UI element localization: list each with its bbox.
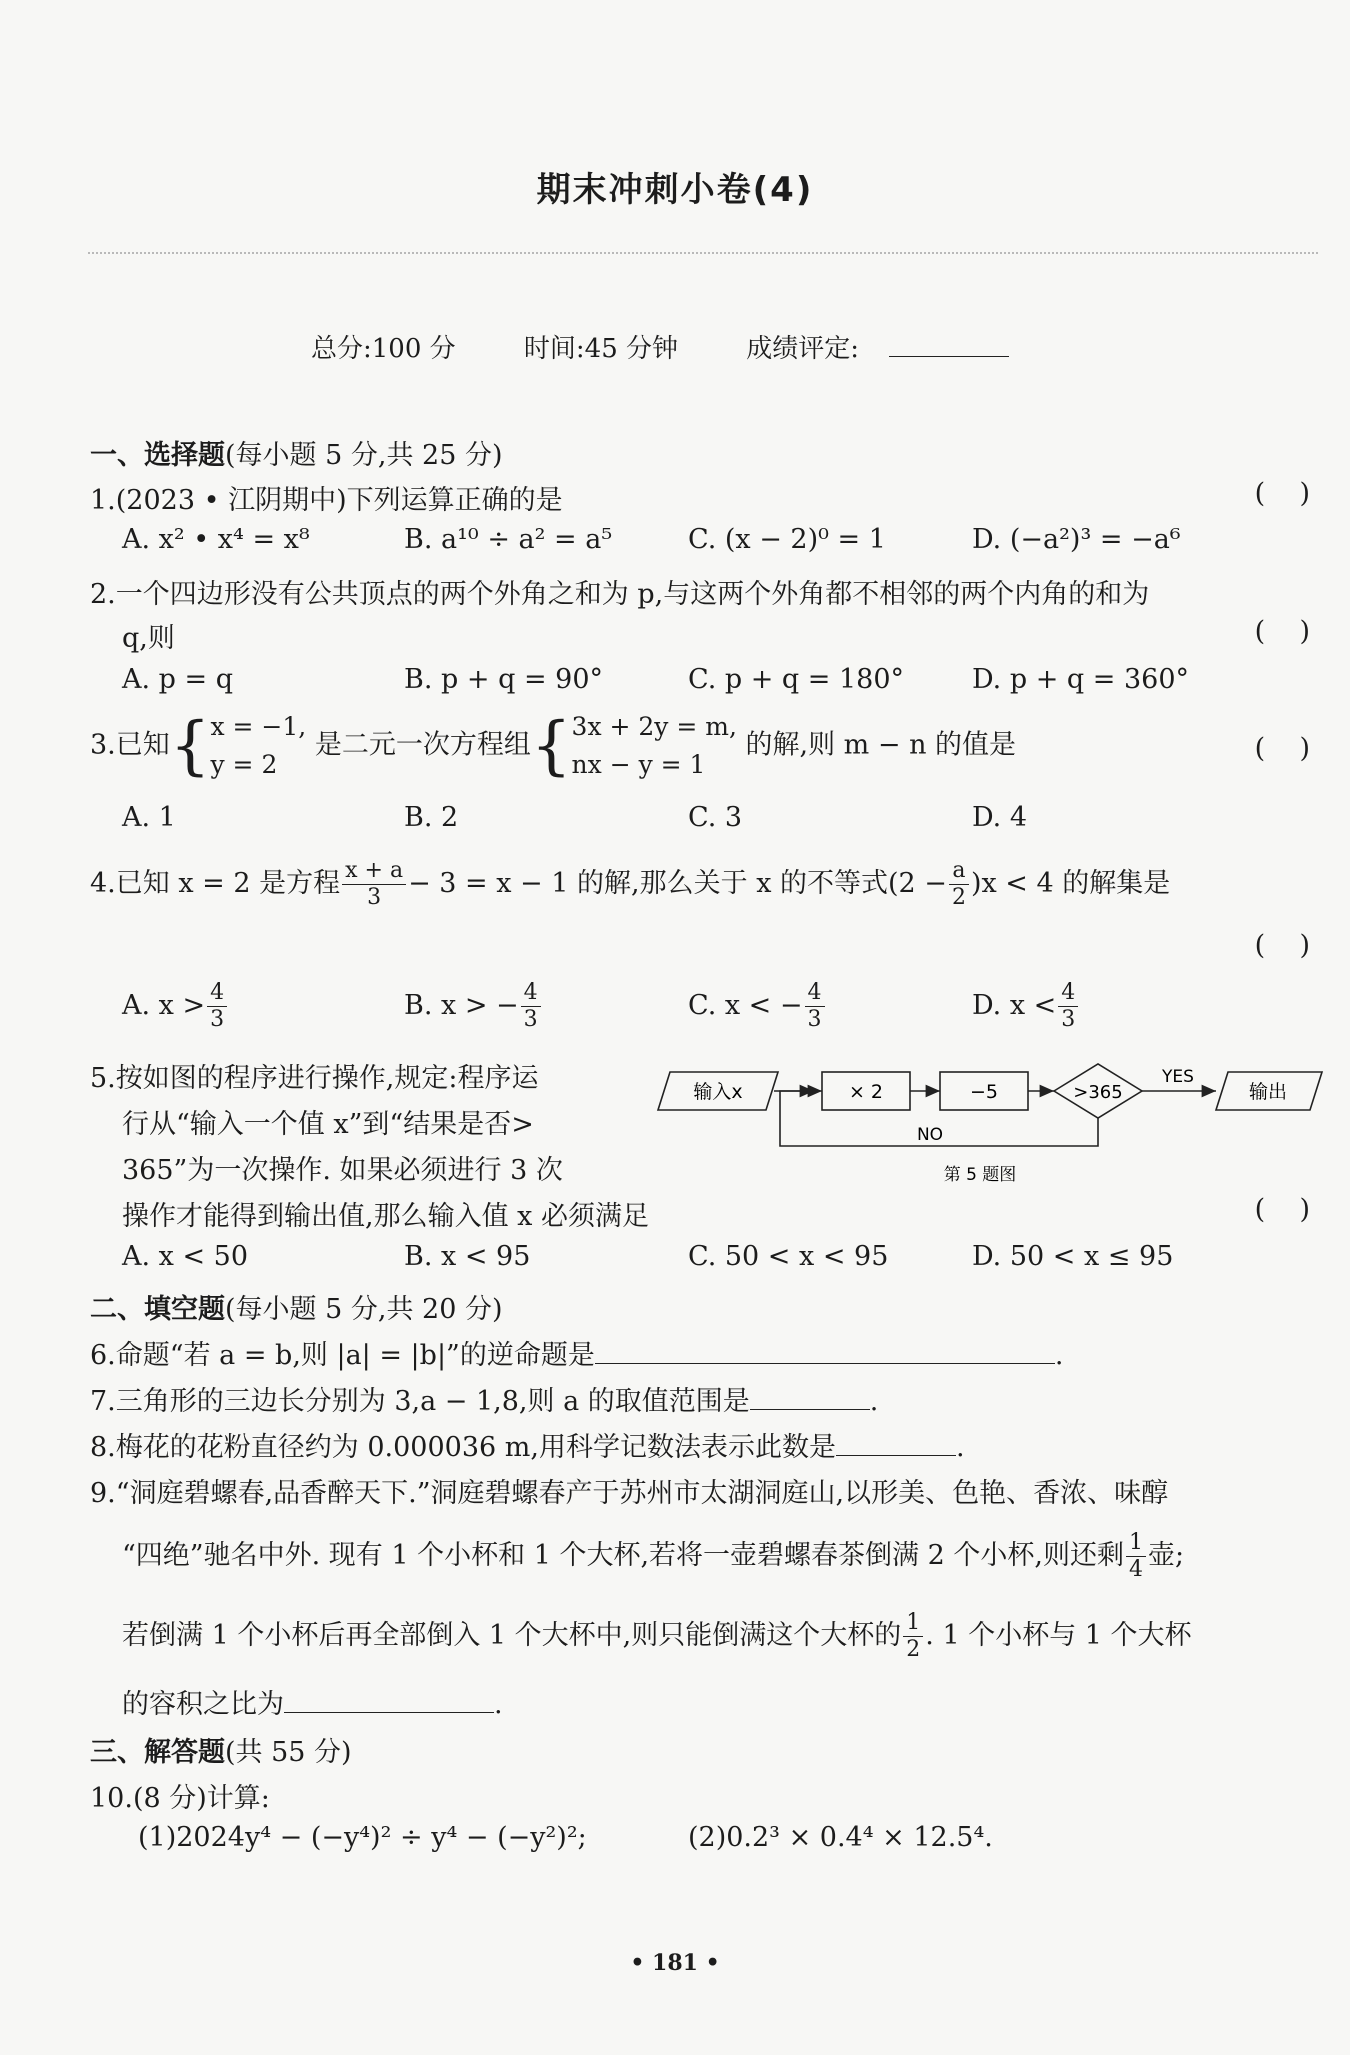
question-5-stem-line1: 5.按如图的程序进行操作,规定:程序运 — [90, 1063, 539, 1094]
answer-blank[interactable] — [284, 1690, 494, 1713]
question-3-stem: 3.已知{ x = −1, y = 2 是二元一次方程组{ 3x + 2y = m, nx − y = 1 的解,则 m − n 的值是 — [90, 709, 1017, 783]
question-1-option-c[interactable]: C. (x − 2)⁰ = 1 — [688, 524, 886, 555]
title-divider — [88, 252, 1318, 254]
question-9-line3: 若倒满 1 个小杯后再全部倒入 1 个大杯中,则只能倒满这个大杯的 $\frac{1}{2}$ . 1 个小杯与 1 个大杯 — [122, 1610, 1192, 1662]
solution-system: x = −1, y = 2 — [210, 712, 307, 779]
equation-system: 3x + 2y = m, nx − y = 1 — [571, 712, 737, 779]
question-2-stem-line2: q,则 — [122, 623, 175, 654]
flow-multiply-label: × 2 — [848, 1081, 884, 1103]
flow-input-label: 输入x — [693, 1081, 743, 1103]
question-2-option-a[interactable]: A. p = q — [122, 664, 234, 695]
question-8: 8.梅花的花粉直径约为 0.000036 m,用科学记数法表示此数是 . — [90, 1432, 965, 1463]
left-brace-icon: { — [169, 709, 211, 783]
question-3-option-a[interactable]: A. 1 — [122, 802, 176, 833]
question-3-option-c[interactable]: C. 3 — [688, 802, 743, 833]
question-4-answer-paren[interactable]: ( ) — [1254, 930, 1310, 961]
grade-field: 成绩评定: — [746, 334, 1039, 364]
question-4-option-d[interactable]: D. x < $\frac{4}{3}$ — [972, 980, 1080, 1033]
question-5-stem-line4: 操作才能得到输出值,那么输入值 x 必须满足 — [122, 1201, 649, 1232]
fraction: $\frac{1}{4}$ — [1126, 1530, 1146, 1583]
grade-blank[interactable] — [889, 334, 1009, 357]
question-5-answer-paren[interactable]: ( ) — [1254, 1194, 1310, 1225]
section-1-heading: 一、选择题(每小题 5 分,共 25 分) — [90, 440, 503, 471]
flow-subtract-label: −5 — [969, 1081, 999, 1103]
answer-blank[interactable] — [750, 1387, 870, 1410]
question-6: 6.命题“若 a = b,则 |a| = |b|”的逆命题是 . — [90, 1340, 1064, 1371]
question-2-option-c[interactable]: C. p + q = 180° — [688, 664, 905, 695]
time-limit: 时间:45 分钟 — [523, 334, 678, 364]
question-2-option-d[interactable]: D. p + q = 360° — [972, 664, 1190, 695]
question-5-stem-line2: 行从“输入一个值 x”到“结果是否> — [122, 1109, 534, 1140]
question-10-part-2: (2)0.2³ × 0.4⁴ × 12.5⁴. — [688, 1822, 993, 1853]
question-7: 7.三角形的三边长分别为 3,a − 1,8,则 a 的取值范围是 . — [90, 1386, 879, 1417]
question-1-option-b[interactable]: B. a¹⁰ ÷ a² = a⁵ — [404, 524, 613, 555]
question-5-option-d[interactable]: D. 50 < x ≤ 95 — [972, 1241, 1174, 1272]
question-1-option-a[interactable]: A. x² • x⁴ = x⁸ — [122, 524, 310, 555]
question-3-option-d[interactable]: D. 4 — [972, 802, 1028, 833]
fraction: $\frac{x + a}{3}$ — [342, 858, 406, 911]
question-5-stem-line3: 365”为一次操作. 如果必须进行 3 次 — [122, 1155, 563, 1186]
total-score: 总分:100 分 — [310, 334, 456, 364]
question-2-stem-line1: 2.一个四边形没有公共顶点的两个外角之和为 p,与这两个外角都不相邻的两个内角的和为 — [90, 579, 1150, 610]
question-9-line1: 9.“洞庭碧螺春,品香醉天下.”洞庭碧螺春产于苏州市太湖洞庭山,以形美、色艳、香浓、味醇 — [90, 1478, 1169, 1509]
flow-output-label: 输出 — [1248, 1081, 1288, 1103]
question-10-stem: 10.(8 分)计算: — [90, 1783, 270, 1814]
section-3-heading: 三、解答题(共 55 分) — [90, 1737, 352, 1768]
question-5-option-a[interactable]: A. x < 50 — [122, 1241, 249, 1272]
flow-yes-label: YES — [1162, 1067, 1194, 1087]
question-10-part-1: (1)2024y⁴ − (−y⁴)² ÷ y⁴ − (−y²)²; — [138, 1822, 587, 1853]
question-5-option-c[interactable]: C. 50 < x < 95 — [688, 1241, 889, 1272]
question-4-option-b[interactable]: B. x > − $\frac{4}{3}$ — [404, 980, 543, 1033]
question-9-line4: 的容积之比为 . — [122, 1689, 503, 1720]
left-brace-icon: { — [530, 709, 572, 783]
question-3-answer-paren[interactable]: ( ) — [1254, 733, 1310, 764]
question-1-stem: 1.(2023 • 江阴期中)下列运算正确的是 — [90, 485, 563, 516]
exam-meta — [0, 328, 1350, 365]
answer-blank[interactable] — [836, 1433, 956, 1456]
section-2-heading: 二、填空题(每小题 5 分,共 20 分) — [90, 1294, 503, 1325]
question-9-line2: “四绝”驰名中外. 现有 1 个小杯和 1 个大杯,若将一壶碧螺春茶倒满 2 个小杯,则还剩 $\frac{1}{4}$ 壶; — [122, 1530, 1185, 1582]
fraction: $\frac{1}{2}$ — [903, 1610, 923, 1663]
flowchart-figure — [650, 1050, 1330, 1190]
question-4-option-c[interactable]: C. x < − $\frac{4}{3}$ — [688, 980, 827, 1033]
page-title: 期末冲刺小卷(4) — [536, 170, 814, 210]
figure-caption: 第 5 题图 — [943, 1165, 1017, 1185]
question-1-answer-paren[interactable]: ( ) — [1254, 478, 1310, 509]
flow-no-label: NO — [916, 1125, 944, 1145]
question-4-option-a[interactable]: A. x > $\frac{4}{3}$ — [122, 980, 229, 1033]
question-5-option-b[interactable]: B. x < 95 — [404, 1241, 531, 1272]
question-1-option-d[interactable]: D. (−a²)³ = −a⁶ — [972, 524, 1181, 555]
question-3-option-b[interactable]: B. 2 — [404, 802, 459, 833]
fraction: $\frac{a}{2}$ — [949, 858, 969, 911]
answer-blank[interactable] — [595, 1341, 1055, 1364]
question-2-answer-paren[interactable]: ( ) — [1254, 616, 1310, 647]
page-number: • 181 • — [630, 1950, 720, 1976]
flow-compare-label: >365 — [1073, 1082, 1123, 1103]
question-2-option-b[interactable]: B. p + q = 90° — [404, 664, 604, 695]
question-4-stem: 4.已知 x = 2 是方程 $\frac{x + a}{3}$ − 3 = x − 1 的解,那么关于 x 的不等式(2 − $\frac{a}{2}$ )x < 4 的解集是 — [90, 858, 1171, 910]
